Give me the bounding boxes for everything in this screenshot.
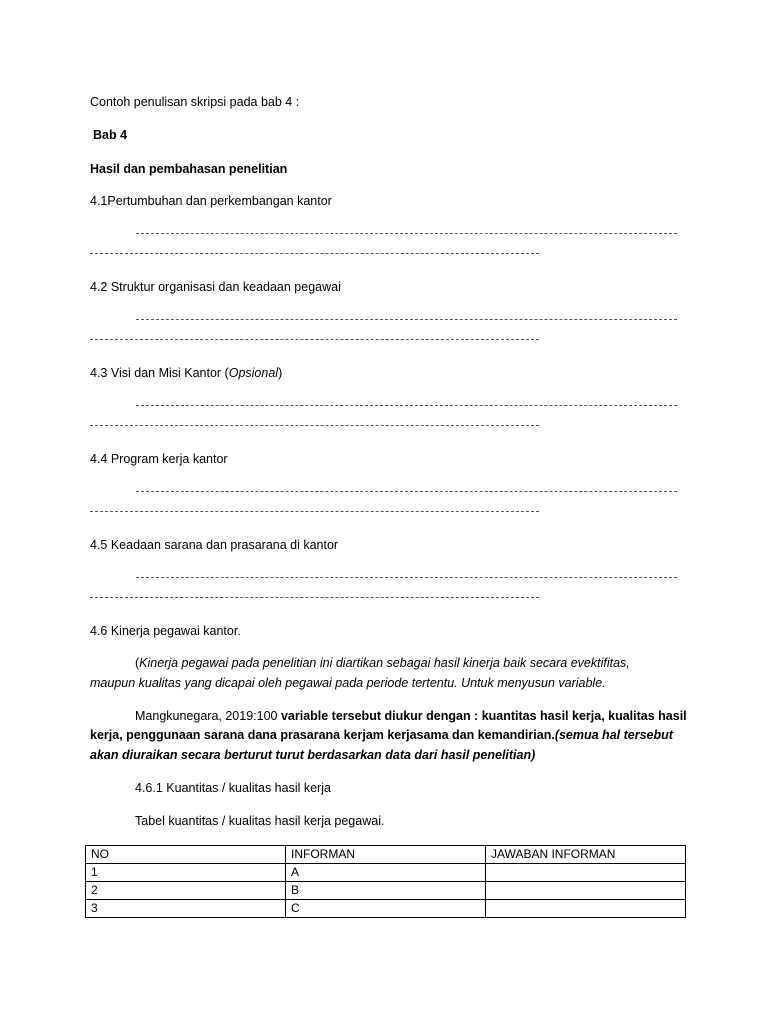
paragraph-line bbox=[135, 655, 630, 671]
paragraph-line bbox=[135, 708, 687, 724]
placeholder-dashes bbox=[90, 253, 539, 254]
table-row bbox=[86, 900, 686, 918]
table-cell: 3 bbox=[86, 900, 286, 918]
placeholder-dashes bbox=[90, 425, 539, 426]
placeholder-dashes bbox=[136, 577, 677, 578]
paren-open: ( bbox=[135, 656, 140, 670]
paragraph-line bbox=[90, 727, 673, 743]
placeholder-dashes bbox=[90, 511, 539, 512]
bold-text: kerja, penggunaan sarana dana prasarana kerjam kerjasama dan kemandirian. bbox=[90, 728, 555, 742]
section-heading-4-2: 4.2 Struktur organisasi dan keadaan pegawai bbox=[90, 280, 341, 294]
table-cell: C bbox=[286, 900, 486, 918]
bold-italic-text: (semua hal tersebut bbox=[554, 728, 673, 742]
table-row bbox=[86, 864, 686, 882]
table-cell: B bbox=[286, 882, 486, 900]
section-4-3-optional: Opsional bbox=[228, 366, 279, 380]
section-4-3-text: 4.3 Visi dan Misi Kantor ( bbox=[90, 366, 229, 380]
section-heading-4-1: 4.1Pertumbuhan dan perkembangan kantor bbox=[90, 194, 332, 208]
table-caption: Tabel kuantitas / kualitas hasil kerja pegawai. bbox=[135, 814, 385, 828]
chapter-number: Bab 4 bbox=[93, 128, 128, 142]
section-heading-4-6: 4.6 Kinerja pegawai kantor. bbox=[90, 624, 241, 638]
placeholder-dashes bbox=[136, 233, 677, 234]
section-heading-4-4: 4.4 Program kerja kantor bbox=[90, 452, 228, 466]
table-header-cell: NO bbox=[86, 846, 286, 864]
table-cell bbox=[486, 882, 686, 900]
table-cell: 1 bbox=[86, 864, 286, 882]
placeholder-dashes bbox=[90, 339, 539, 340]
table-header-row bbox=[86, 846, 686, 864]
section-heading-4-5: 4.5 Keadaan sarana dan prasarana di kantor bbox=[90, 538, 339, 552]
table-cell bbox=[486, 864, 686, 882]
intro-text: Contoh penulisan skripsi pada bab 4 : bbox=[90, 95, 300, 109]
table-cell: 2 bbox=[86, 882, 286, 900]
subsection-heading: 4.6.1 Kuantitas / kualitas hasil kerja bbox=[135, 781, 331, 795]
bold-text: variable tersebut diukur dengan : kuantitas hasil kerja, kualitas hasil bbox=[280, 709, 687, 723]
placeholder-dashes bbox=[136, 405, 677, 406]
informant-table bbox=[85, 845, 686, 918]
placeholder-dashes bbox=[136, 319, 677, 320]
section-heading-4-3 bbox=[90, 365, 282, 381]
italic-text: Kinerja pegawai pada penelitian ini diartikan sebagai hasil kinerja baik secara evektifitas, bbox=[139, 656, 630, 670]
citation-text: Mangkunegara, 2019:100 bbox=[135, 709, 281, 723]
placeholder-dashes bbox=[136, 491, 677, 492]
paragraph-line: akan diuraikan secara berturut turut berdasarkan data dari hasil penelitian) bbox=[90, 748, 536, 762]
table-header-cell: JAWABAN INFORMAN bbox=[486, 846, 686, 864]
section-4-3-close: ) bbox=[278, 366, 283, 380]
table-header-cell: INFORMAN bbox=[286, 846, 486, 864]
table-cell: A bbox=[286, 864, 486, 882]
paragraph-line: maupun kualitas yang dicapai oleh pegawai pada periode tertentu. Untuk menyusun variable. bbox=[90, 676, 606, 690]
table-row bbox=[86, 882, 686, 900]
table-cell bbox=[486, 900, 686, 918]
placeholder-dashes bbox=[90, 597, 539, 598]
chapter-title: Hasil dan pembahasan penelitian bbox=[90, 162, 288, 176]
